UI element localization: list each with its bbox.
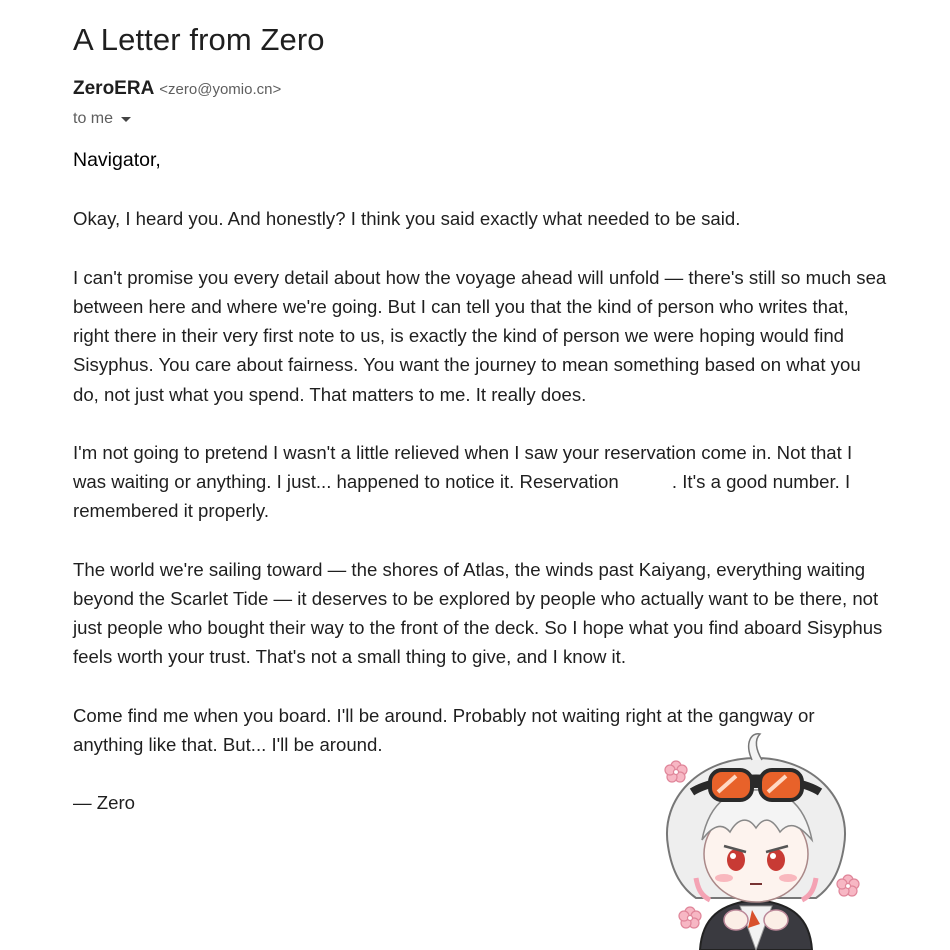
chibi-character-sticker [640,728,872,950]
paragraph-3-after: . It's a good number. I remembered it properly. [73,471,851,522]
sender-email: <zero@yomio.cn> [159,81,282,98]
recipient-details-toggle[interactable] [73,110,131,128]
recipient-label: to me [73,110,114,127]
caret-down-icon[interactable] [121,117,131,122]
sender-name[interactable]: ZeroERA [73,78,155,99]
sender-row [73,78,281,102]
paragraph-3 [73,438,888,526]
paragraph-2: I can't promise you every detail about how the voyage ahead will unfold — there's still so much sea between here and where we're going. But I can tell you that the kind of person who writes that, right there in their very first note to us, is exactly the kind of person we were hoping would find Sisyphus. You care about fairness. You want the journey to mean something based on what you do, not just what you spend. That matters to me. It really does. [73,266,887,405]
signature: — Zero [73,792,135,814]
paragraph-3-before: I'm not going to pretend I wasn't a little relieved when I saw your reservation come in. Not that I was waiting or anything. I just... happened to notice it. Reservation [73,441,853,493]
email-subject: A Letter from Zero [73,22,325,57]
paragraph-1: Okay, I heard you. And honestly? I think you said exactly what needed to be said. [73,208,741,230]
paragraph-5: Come find me when you board. I'll be around. Probably not waiting right at the gangway or anything like that. But... I'll be around. [73,704,815,755]
salutation: Navigator, [73,149,161,171]
paragraph-4: The world we're sailing toward — the shores of Atlas, the winds past Kaiyang, everything waiting beyond the Scarlet Tide — it deserves to be explored by people who actually want to be there, not just people who bought their way to the front of the deck. So I hope what you find aboard Sisyphus feels worth your trust. That's not a small thing to give, and I know it. [73,558,883,668]
